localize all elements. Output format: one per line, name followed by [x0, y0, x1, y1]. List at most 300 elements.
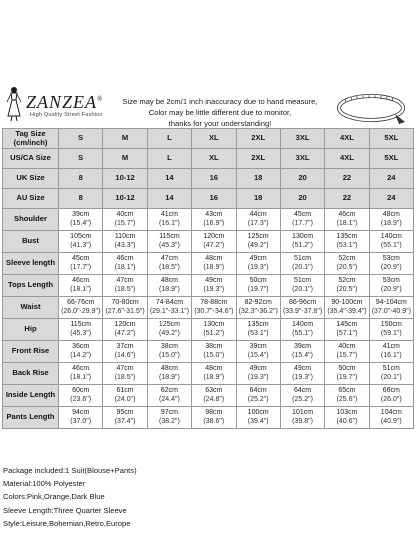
note-style: Style:Leisure,Bohemian,Retro,Europe	[3, 518, 131, 528]
measurement-inch: (59.1")	[380, 329, 402, 337]
measurement-cell	[369, 275, 413, 297]
measurement-cm: 110cm	[114, 233, 136, 240]
measurement-inch: (17.7")	[70, 263, 92, 271]
size-cell: XL	[192, 129, 236, 149]
measurement-inch: (17.3")	[247, 219, 269, 227]
measurement-cm: 95cm	[116, 409, 134, 416]
measurement-cell	[192, 385, 236, 407]
measurement-cm: 37cm	[116, 343, 134, 350]
measurement-inch: (18.1")	[70, 285, 92, 293]
size-cell: 10-12	[103, 189, 147, 209]
measurement-inch: (14.6")	[114, 351, 136, 359]
measurement-inch: (15.7")	[336, 351, 358, 359]
size-cell: 2XL	[236, 129, 280, 149]
size-row	[3, 129, 414, 149]
measurement-cell	[236, 275, 280, 297]
size-row	[3, 149, 414, 169]
measurement-cm: 90-100cm	[331, 299, 363, 306]
measurement-cell	[103, 341, 147, 363]
measurement-cm: 60cm	[72, 387, 90, 394]
measurement-inch: (26.0"-29.9")	[61, 307, 101, 315]
measurement-cell	[147, 319, 191, 341]
measurement-inch: (15.0")	[203, 351, 225, 359]
measurement-inch: (29.1"-33.1")	[149, 307, 190, 315]
measurement-cell	[236, 253, 280, 275]
measurement-row	[3, 341, 414, 363]
size-row-label: Tag Size (cm/inch)	[3, 129, 59, 149]
measurement-cm: 44cm	[249, 211, 267, 218]
measurement-cm: 78-88cm	[200, 299, 228, 306]
measurement-cell	[325, 231, 369, 253]
size-cell: 22	[325, 189, 369, 209]
measurement-cm: 62cm	[160, 387, 178, 394]
size-cell: 18	[236, 169, 280, 189]
measurement-cm: 49cm	[205, 277, 223, 284]
measurement-cell	[236, 319, 280, 341]
brand-name: ZANZEA®	[26, 92, 104, 112]
measurement-inch: (20.1")	[380, 373, 402, 381]
measurement-cell	[103, 363, 147, 385]
measurement-inch: (16.1")	[380, 351, 402, 359]
measurement-cell	[192, 407, 236, 429]
measurement-cell	[325, 253, 369, 275]
size-cell: 5XL	[369, 129, 413, 149]
measurement-cell	[280, 341, 324, 363]
size-cell: 3XL	[280, 129, 324, 149]
measurement-cell	[236, 407, 280, 429]
size-cell: 14	[147, 169, 191, 189]
measurement-inch: (18.5")	[114, 373, 136, 381]
measurement-inch: (18.9")	[203, 263, 225, 271]
measurement-inch: (20.1")	[292, 285, 313, 293]
measurement-cm: 66-76cm	[67, 299, 95, 306]
measurement-inch: (20.5")	[336, 263, 358, 271]
measurement-label: Bust	[3, 231, 59, 253]
measurement-cell	[192, 231, 236, 253]
measurement-inch: (20.9")	[380, 285, 402, 293]
measurement-cell	[59, 275, 103, 297]
measurement-cell	[280, 231, 324, 253]
measurement-inch: (14.2")	[70, 351, 92, 359]
measurement-cm: 48cm	[205, 365, 223, 372]
measurement-cell	[147, 209, 191, 231]
notice-line: Size may be 2cm/1 inch inaccuracy due to hand measure,	[122, 97, 318, 106]
measurement-inch: (19.3")	[247, 373, 269, 381]
measurement-cm: 97cm	[160, 409, 178, 416]
measurement-cell	[369, 319, 413, 341]
measurement-label: Front Rise	[3, 341, 59, 363]
measurement-cell	[192, 319, 236, 341]
notice-line: Color may be little different due to monitor,	[148, 108, 292, 117]
measurement-inch: (23.6")	[70, 395, 92, 403]
product-notes	[3, 464, 413, 530]
measurement-cell	[59, 341, 103, 363]
measurement-inch: (16.9")	[203, 219, 225, 227]
measurement-cm: 86-96cm	[288, 299, 317, 306]
size-cell: 4XL	[325, 129, 369, 149]
size-cell: 2XL	[236, 149, 280, 169]
measurement-inch: (51.2")	[292, 241, 313, 249]
woman-figure-icon	[4, 86, 24, 122]
size-cell: XL	[192, 149, 236, 169]
measurement-cell	[369, 209, 413, 231]
measurement-cell	[236, 385, 280, 407]
size-notice	[100, 96, 340, 129]
measurement-cell	[325, 407, 369, 429]
measurement-inch: (53.1")	[247, 329, 269, 337]
measurement-cell	[147, 231, 191, 253]
measurement-inch: (26.0")	[380, 395, 402, 403]
measurement-inch: (25.6")	[336, 395, 358, 403]
measurement-inch: (39.4")	[247, 417, 269, 425]
measurement-cell	[280, 253, 324, 275]
measurement-cm: 38cm	[160, 343, 178, 350]
size-cell: S	[59, 129, 103, 149]
measurement-cell	[103, 297, 147, 319]
size-chart-table	[2, 128, 414, 429]
note-colors: Colors:Pink,Orange,Dark Blue	[3, 492, 105, 502]
notice-line: thanks for your understanding!	[168, 119, 272, 128]
measurement-cm: 51cm	[294, 255, 312, 262]
measurement-cm: 140cm	[292, 321, 314, 328]
measurement-cell	[369, 363, 413, 385]
measurement-cell	[147, 275, 191, 297]
measurement-inch: (27.6"-31.5")	[105, 307, 145, 315]
measurement-inch: (15.7")	[114, 219, 136, 227]
measurement-inch: (15.0")	[159, 351, 180, 359]
measurement-inch: (15.4")	[292, 351, 313, 359]
measuring-tape-icon	[335, 88, 407, 128]
measurement-cell	[325, 341, 369, 363]
measurement-cell	[103, 275, 147, 297]
measurement-inch: (47.2")	[203, 241, 225, 249]
measurement-cm: 53cm	[382, 255, 400, 262]
size-row	[3, 169, 414, 189]
measurement-cell	[59, 319, 103, 341]
measurement-cell	[369, 341, 413, 363]
measurement-label: Back Rise	[3, 363, 59, 385]
measurement-cell	[192, 209, 236, 231]
measurement-cell	[147, 385, 191, 407]
measurement-cell	[192, 275, 236, 297]
measurement-cell	[280, 209, 324, 231]
measurement-cell	[280, 385, 324, 407]
measurement-cell	[325, 363, 369, 385]
measurement-cm: 51cm	[294, 277, 312, 284]
measurement-inch: (49.2")	[159, 329, 180, 337]
measurement-inch: (47.2")	[114, 329, 136, 337]
measurement-cm: 135cm	[336, 233, 358, 240]
measurement-inch: (37.4")	[114, 417, 136, 425]
measurement-cm: 52cm	[338, 277, 356, 284]
measurement-cm: 115cm	[159, 233, 180, 240]
measurement-row	[3, 297, 414, 319]
measurement-cm: 49cm	[249, 365, 267, 372]
measurement-inch: (40.6")	[336, 417, 358, 425]
measurement-cm: 120cm	[114, 321, 136, 328]
measurement-inch: (18.9")	[203, 373, 225, 381]
measurement-row	[3, 209, 414, 231]
measurement-inch: (19.7")	[336, 373, 358, 381]
measurement-row	[3, 407, 414, 429]
measurement-cm: 140cm	[380, 233, 402, 240]
measurement-inch: (24.0")	[114, 395, 136, 403]
measurement-cm: 49cm	[249, 255, 267, 262]
measurement-row	[3, 363, 414, 385]
size-cell: 8	[59, 169, 103, 189]
note-package: Package included:1 Suit(Blouse+Pants)	[3, 466, 137, 475]
measurement-row	[3, 253, 414, 275]
measurement-cell	[280, 363, 324, 385]
measurement-inch: (20.9")	[380, 263, 402, 271]
measurement-inch: (40.9")	[380, 417, 402, 425]
measurement-cell	[325, 275, 369, 297]
measurement-inch: (55.1")	[380, 241, 402, 249]
measurement-inch: (45.3")	[159, 241, 180, 249]
measurement-cell	[103, 209, 147, 231]
measurement-cm: 135cm	[247, 321, 269, 328]
measurement-cell	[325, 319, 369, 341]
measurement-cell	[280, 319, 324, 341]
measurement-cell	[369, 407, 413, 429]
measurement-cm: 43cm	[205, 211, 223, 218]
measurement-cm: 130cm	[203, 321, 225, 328]
size-row-label: UK Size	[3, 169, 59, 189]
measurement-cm: 104cm	[380, 409, 402, 416]
measurement-inch: (35.4"-39.4")	[327, 307, 367, 315]
measurement-cell	[236, 297, 280, 319]
measurement-cm: 61cm	[116, 387, 134, 394]
size-cell: 4XL	[325, 149, 369, 169]
measurement-cell	[147, 363, 191, 385]
size-cell: 22	[325, 169, 369, 189]
measurement-inch: (37.0"-40.9")	[371, 307, 411, 315]
measurement-cell	[59, 407, 103, 429]
measurement-cm: 50cm	[249, 277, 267, 284]
size-row	[3, 189, 414, 209]
measurement-inch: (57.1")	[336, 329, 358, 337]
measurement-cm: 46cm	[72, 365, 90, 372]
size-cell: 16	[192, 189, 236, 209]
measurement-inch: (53.1")	[336, 241, 358, 249]
measurement-cm: 41cm	[382, 343, 400, 350]
measurement-cm: 47cm	[116, 277, 134, 284]
measurement-cm: 48cm	[160, 365, 178, 372]
measurement-cm: 82-92cm	[244, 299, 272, 306]
note-material: Material:100% Polyester	[3, 479, 86, 489]
measurement-cm: 103cm	[336, 409, 358, 416]
measurement-cm: 145cm	[336, 321, 358, 328]
measurement-cell	[59, 231, 103, 253]
measurement-cm: 45cm	[294, 211, 312, 218]
measurement-cm: 40cm	[116, 211, 134, 218]
measurement-inch: (55.1")	[292, 329, 313, 337]
size-cell: M	[103, 129, 147, 149]
size-cell: 24	[369, 189, 413, 209]
measurement-inch: (24.8")	[203, 395, 225, 403]
measurement-cm: 46cm	[116, 255, 134, 262]
measurement-cm: 65cm	[338, 387, 356, 394]
size-row-label: AU Size	[3, 189, 59, 209]
measurement-cell	[59, 297, 103, 319]
measurement-cell	[236, 341, 280, 363]
measurement-cm: 64cm	[249, 387, 267, 394]
measurement-inch: (16.1")	[159, 219, 180, 227]
measurement-cell	[369, 297, 413, 319]
measurement-inch: (17.7")	[292, 219, 313, 227]
measurement-cell	[236, 209, 280, 231]
measurement-inch: (39.8")	[292, 417, 313, 425]
measurement-row	[3, 275, 414, 297]
size-cell: 3XL	[280, 149, 324, 169]
size-row-label: US/CA Size	[3, 149, 59, 169]
measurement-label: Waist	[3, 297, 59, 319]
measurement-inch: (38.6")	[203, 417, 225, 425]
measurement-inch: (37.0")	[70, 417, 92, 425]
measurement-cell	[192, 363, 236, 385]
measurement-inch: (45.3")	[70, 329, 92, 337]
measurement-cell	[192, 253, 236, 275]
measurement-cm: 98cm	[205, 409, 223, 416]
measurement-cm: 105cm	[70, 233, 92, 240]
measurement-cell	[369, 231, 413, 253]
note-sleeve: Sleeve Length:Three Quarter Sleeve	[3, 505, 127, 515]
measurement-label: Inside Length	[3, 385, 59, 407]
size-cell: 10-12	[103, 169, 147, 189]
measurement-cell	[147, 253, 191, 275]
measurement-cm: 101cm	[292, 409, 314, 416]
measurement-cm: 39cm	[72, 211, 90, 218]
measurement-cm: 125cm	[158, 321, 180, 328]
measurement-cm: 94cm	[72, 409, 90, 416]
measurement-cm: 47cm	[116, 365, 134, 372]
size-cell: 14	[147, 189, 191, 209]
measurement-inch: (49.2")	[247, 241, 269, 249]
measurement-inch: (19.3")	[292, 373, 313, 381]
measurement-inch: (19.3")	[247, 263, 269, 271]
measurement-inch: (25.2")	[247, 395, 269, 403]
measurement-cell	[280, 275, 324, 297]
measurement-inch: (18.9")	[159, 285, 180, 293]
measurement-cm: 115cm	[70, 321, 91, 328]
measurement-cell	[192, 341, 236, 363]
measurement-cm: 48cm	[205, 255, 223, 262]
measurement-label: Tops Length	[3, 275, 59, 297]
measurement-cm: 130cm	[292, 233, 314, 240]
measurement-cell	[59, 363, 103, 385]
measurement-cell	[369, 253, 413, 275]
measurement-inch: (18.1")	[336, 219, 358, 227]
measurement-cell	[192, 297, 236, 319]
measurement-inch: (30.7"-34.6")	[194, 307, 234, 315]
measurement-label: Shoulder	[3, 209, 59, 231]
measurement-cm: 63cm	[205, 387, 223, 394]
measurement-cell	[103, 407, 147, 429]
measurement-cm: 120cm	[203, 233, 225, 240]
brand-tagline: High Quality Street Fashion	[30, 112, 103, 118]
measurement-cell	[103, 253, 147, 275]
size-cell: 20	[280, 189, 324, 209]
measurement-cm: 66cm	[382, 387, 400, 394]
measurement-row	[3, 319, 414, 341]
measurement-inch: (18.1")	[114, 263, 136, 271]
size-cell: 5XL	[369, 149, 413, 169]
measurement-inch: (18.1")	[70, 373, 92, 381]
size-cell: S	[59, 149, 103, 169]
measurement-cell	[280, 297, 324, 319]
measurement-label: Pants Length	[3, 407, 59, 429]
measurement-cell	[236, 363, 280, 385]
measurement-inch: (20.1")	[292, 263, 313, 271]
measurement-label: Hip	[3, 319, 59, 341]
measurement-inch: (32.3"-36.2")	[238, 307, 278, 315]
measurement-cm: 46cm	[338, 211, 356, 218]
measurement-inch: (15.4")	[247, 351, 269, 359]
measurement-cm: 39cm	[249, 343, 267, 350]
size-cell: L	[147, 149, 191, 169]
measurement-cm: 40cm	[338, 343, 356, 350]
measurement-inch: (20.5")	[336, 285, 358, 293]
measurement-cm: 48cm	[382, 211, 400, 218]
measurement-cell	[103, 231, 147, 253]
measurement-cell	[59, 209, 103, 231]
measurement-cell	[325, 385, 369, 407]
measurement-row	[3, 385, 414, 407]
measurement-inch: (41.3")	[70, 241, 92, 249]
measurement-cm: 100cm	[247, 409, 269, 416]
measurement-cell	[147, 407, 191, 429]
measurement-cm: 38cm	[205, 343, 223, 350]
measurement-cm: 150cm	[380, 321, 402, 328]
measurement-row	[3, 231, 414, 253]
measurement-cm: 36cm	[72, 343, 90, 350]
measurement-cell	[103, 385, 147, 407]
measurement-cm: 50cm	[338, 365, 356, 372]
size-cell: 20	[280, 169, 324, 189]
measurement-cm: 47cm	[160, 255, 178, 262]
measurement-cm: 64cm	[294, 387, 312, 394]
size-cell: 16	[192, 169, 236, 189]
measurement-inch: (43.3")	[114, 241, 136, 249]
measurement-cm: 48cm	[160, 277, 178, 284]
measurement-cm: 94-104cm	[375, 299, 407, 306]
brand-logo	[4, 92, 112, 124]
measurement-cm: 53cm	[382, 277, 400, 284]
measurement-cm: 70-80cm	[111, 299, 139, 306]
measurement-cell	[103, 319, 147, 341]
measurement-inch: (15.4")	[70, 219, 92, 227]
measurement-cell	[369, 385, 413, 407]
measurement-cell	[147, 297, 191, 319]
measurement-inch: (33.9"-37.8")	[282, 307, 323, 315]
measurement-inch: (19.7")	[247, 285, 269, 293]
header	[0, 0, 416, 128]
measurement-inch: (18.9")	[159, 373, 180, 381]
measurement-cell	[280, 407, 324, 429]
measurement-cm: 74-84cm	[155, 299, 184, 306]
measurement-inch: (19.3")	[203, 285, 225, 293]
measurement-cell	[325, 297, 369, 319]
size-cell: L	[147, 129, 191, 149]
measurement-inch: (51.2")	[203, 329, 225, 337]
size-cell: M	[103, 149, 147, 169]
size-cell: 8	[59, 189, 103, 209]
size-cell: 24	[369, 169, 413, 189]
measurement-label: Sleeve length	[3, 253, 59, 275]
measurement-cell	[147, 341, 191, 363]
measurement-inch: (18.9")	[380, 219, 402, 227]
measurement-cell	[59, 253, 103, 275]
